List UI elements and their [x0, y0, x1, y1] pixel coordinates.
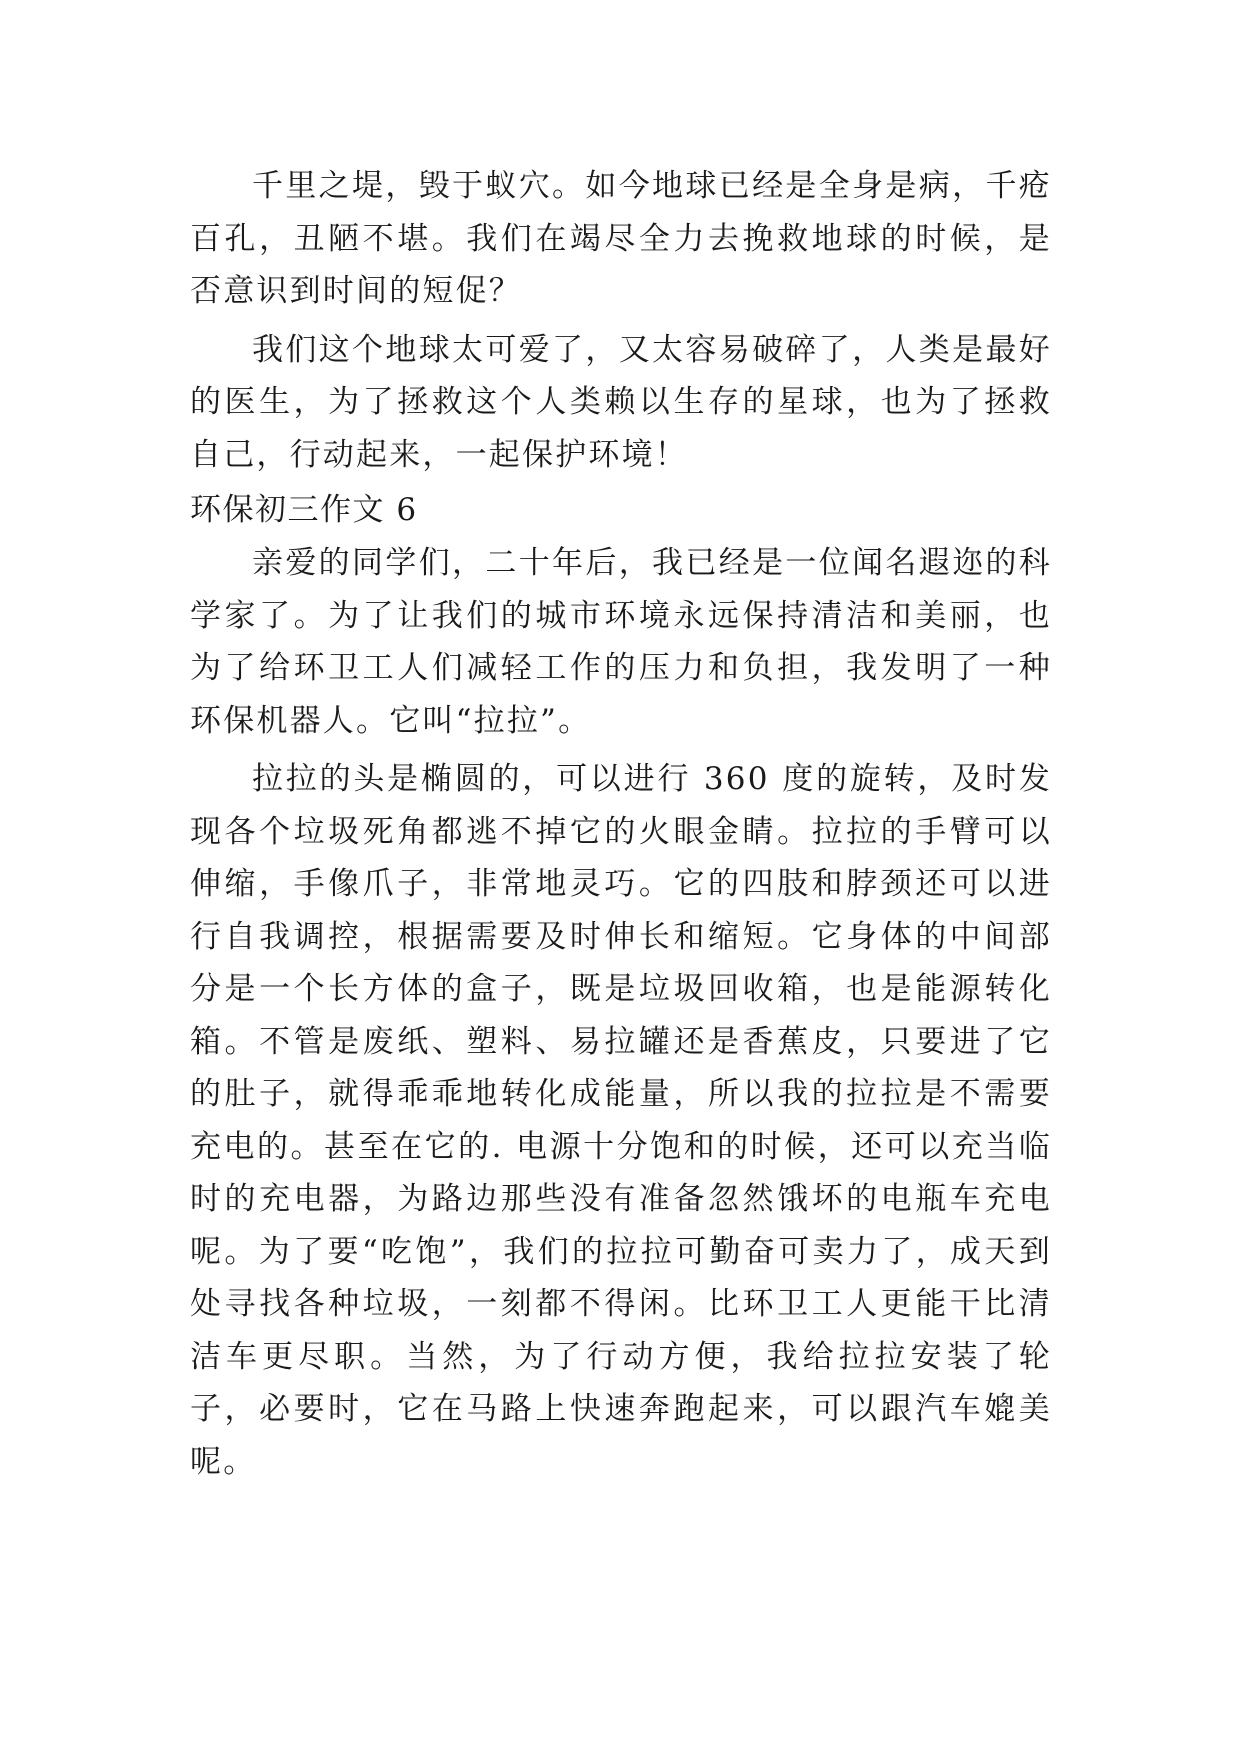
section-heading: 环保初三作文 6: [190, 492, 418, 528]
paragraph: 亲爱的同学们，二十年后，我已经是一位闻名遐迩的科学家了。为了让我们的城市环境永远保持清洁和美丽，也为了给环卫工人们减轻工作的压力和负担，我发明了一种环保机器人。它叫“拉拉”。: [190, 545, 1052, 739]
paragraph: 我们这个地球太可爱了，又太容易破碎了，人类是最好的医生，为了拯救这个人类赖以生存的星球，也为了拯救自己，行动起来，一起保护环境！: [190, 331, 1052, 473]
document-body: [190, 160, 1052, 1494]
paragraph: 拉拉的头是椭圆的，可以进行 360 度的旋转，及时发现各个垃圾死角都逃不掉它的火眼金睛。拉拉的手臂可以伸缩，手像爪子，非常地灵巧。它的四肢和脖颈还可以进行自我调控，根据需要及时伸长和缩短。它身体的中间部分是一个长方体的盒子，既是垃圾回收箱，也是能源转化箱。不管是废纸、塑料、易拉罐还是香蕉皮，只要进了它的肚子，就得乖乖地转化成能量，所以我的拉拉是不需要充电的。甚至在它的. 电源十分饱和的时候，还可以充当临时的充电器，为路边那些没有准备忽然饿坏的电瓶车充电呢。为了要“吃饱”，我们的拉拉可勤奋可卖力了，成天到处寻找各种垃圾，一刻都不得闲。比环卫工人更能干比清洁车更尽职。当然，为了行动方便，我给拉拉安装了轮子，必要时，它在马路上快速奔跑起来，可以跟汽车媲美呢。: [190, 761, 1052, 1480]
paragraph: 千里之堤，毁于蚁穴。如今地球已经是全身是病，千疮百孔，丑陋不堪。我们在竭尽全力去挽救地球的时候，是否意识到时间的短促？: [190, 168, 1052, 309]
